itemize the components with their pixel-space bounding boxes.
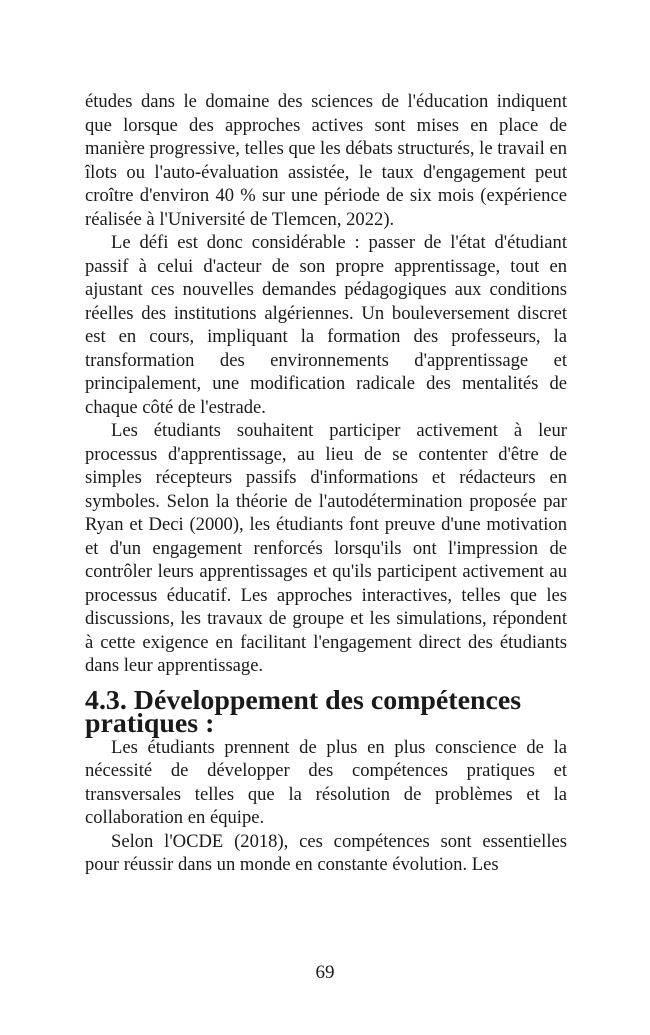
paragraph-skills: Les étudiants prennent de plus en plus conscience de la nécessité de développer des compétences pratiques et transversales telles que la résolution de problèmes et la collaboration en équipe. (85, 736, 567, 828)
page-body (85, 90, 567, 877)
paragraph-challenge: Le défi est donc considérable : passer de l'état d'étudiant passif à celui d'acteur de son propre apprentissage, tout en ajustant ces nouvelles demandes pédagogiques aux conditions réelles des institutions algériennes. Un bouleversement discret est en cours, impliquant la formation des professeurs, la transformation des environnements d'apprentissage et principalement, une modification radicale des mentalités de chaque côté de l'estrade. (85, 232, 567, 418)
paragraph-ocde: Selon l'OCDE (2018), ces compétences sont essentielles pour réussir dans un monde en constante évolution. Les (85, 830, 567, 875)
page-number: 69 (315, 962, 335, 983)
paragraph-intro: études dans le domaine des sciences de l'éducation indiquent que lorsque des approches actives sont mises en place de manière progressive, telles que les débats structurés, le travail en îlots ou l'auto-évaluation assistée, le taux d'engagement peut croître d'environ 40 % sur une période de six mois (expérience réalisée à l'Université de Tlemcen, 2022). (85, 91, 567, 230)
paragraph-students: Les étudiants souhaitent participer activement à leur processus d'apprentissage, au lieu de se contenter d'être de simples récepteurs passifs d'informations et rédacteurs en symboles. Selon la théorie de l'autodétermination proposée par Ryan et Deci (2000), les étudiants font preuve d'une motivation et d'un engagement renforcés lorsqu'ils ont l'impression de contrôler leurs apprentissages et qu'ils participent activement au processus éducatif. Les approches interactives, telles que les discussions, les travaux de groupe et les simulations, répondent à cette exigence en facilitant l'engagement direct des étudiants dans leur apprentissage. (85, 420, 567, 676)
section-heading: 4.3. Développement des compétences pratiques : (85, 684, 522, 739)
